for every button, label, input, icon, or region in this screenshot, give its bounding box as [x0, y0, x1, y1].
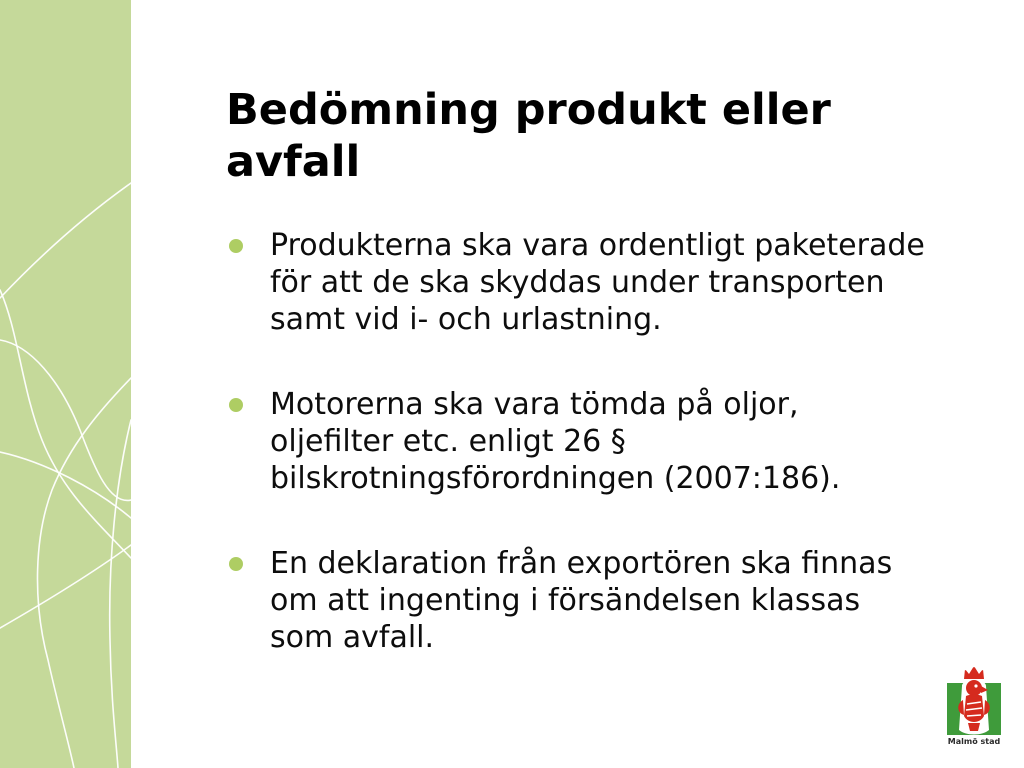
- bullet-text-line: Produkterna ska vara ordentligt paketerade: [270, 228, 925, 263]
- bullet-item: [226, 545, 986, 656]
- logo-crown-pearl: [964, 668, 967, 671]
- bullet-item: [226, 227, 986, 338]
- bullet-text-line: som avfall.: [270, 620, 435, 655]
- logo-griffin-head: [966, 680, 982, 696]
- bullet-list: [226, 227, 986, 704]
- bullet-dot-shape: [229, 398, 243, 412]
- bullet-text-line: för att de ska skyddas under transporten: [270, 265, 885, 300]
- decorative-side-panel: [0, 0, 131, 768]
- slide-title: Bedömning produkt eller avfall: [226, 85, 831, 187]
- bullet-dot: [229, 398, 243, 412]
- logo-crown-pearl: [973, 665, 976, 668]
- bullet-text-line: Motorerna ska vara tömda på oljor,: [270, 387, 799, 422]
- bullet-dot-shape: [229, 557, 243, 571]
- logo-griffin-eye: [974, 684, 977, 687]
- bullet-dot: [229, 557, 243, 571]
- logo-crown-pearl: [982, 668, 985, 671]
- bullet-text-line: oljefilter etc. enligt 26 §: [270, 424, 626, 459]
- logo-crown: [964, 666, 984, 679]
- logo-griffin-claw: [968, 723, 980, 731]
- logo-emblem: [944, 660, 1004, 738]
- bullet-text-line: bilskrotningsförordningen (2007:186).: [270, 461, 841, 496]
- malmo-stad-logo: [944, 660, 1004, 750]
- bullet-text-line: En deklaration från exportören ska finnas: [270, 546, 893, 581]
- bullet-dot-shape: [229, 239, 243, 253]
- side-panel-background: [0, 0, 131, 768]
- bullet-dot: [229, 239, 243, 253]
- bullet-text-line: om att ingenting i försändelsen klassas: [270, 583, 861, 618]
- bullet-text-line: samt vid i- och urlastning.: [270, 302, 662, 337]
- bullet-item: [226, 386, 986, 497]
- logo-text: Malmö stad: [947, 737, 1001, 746]
